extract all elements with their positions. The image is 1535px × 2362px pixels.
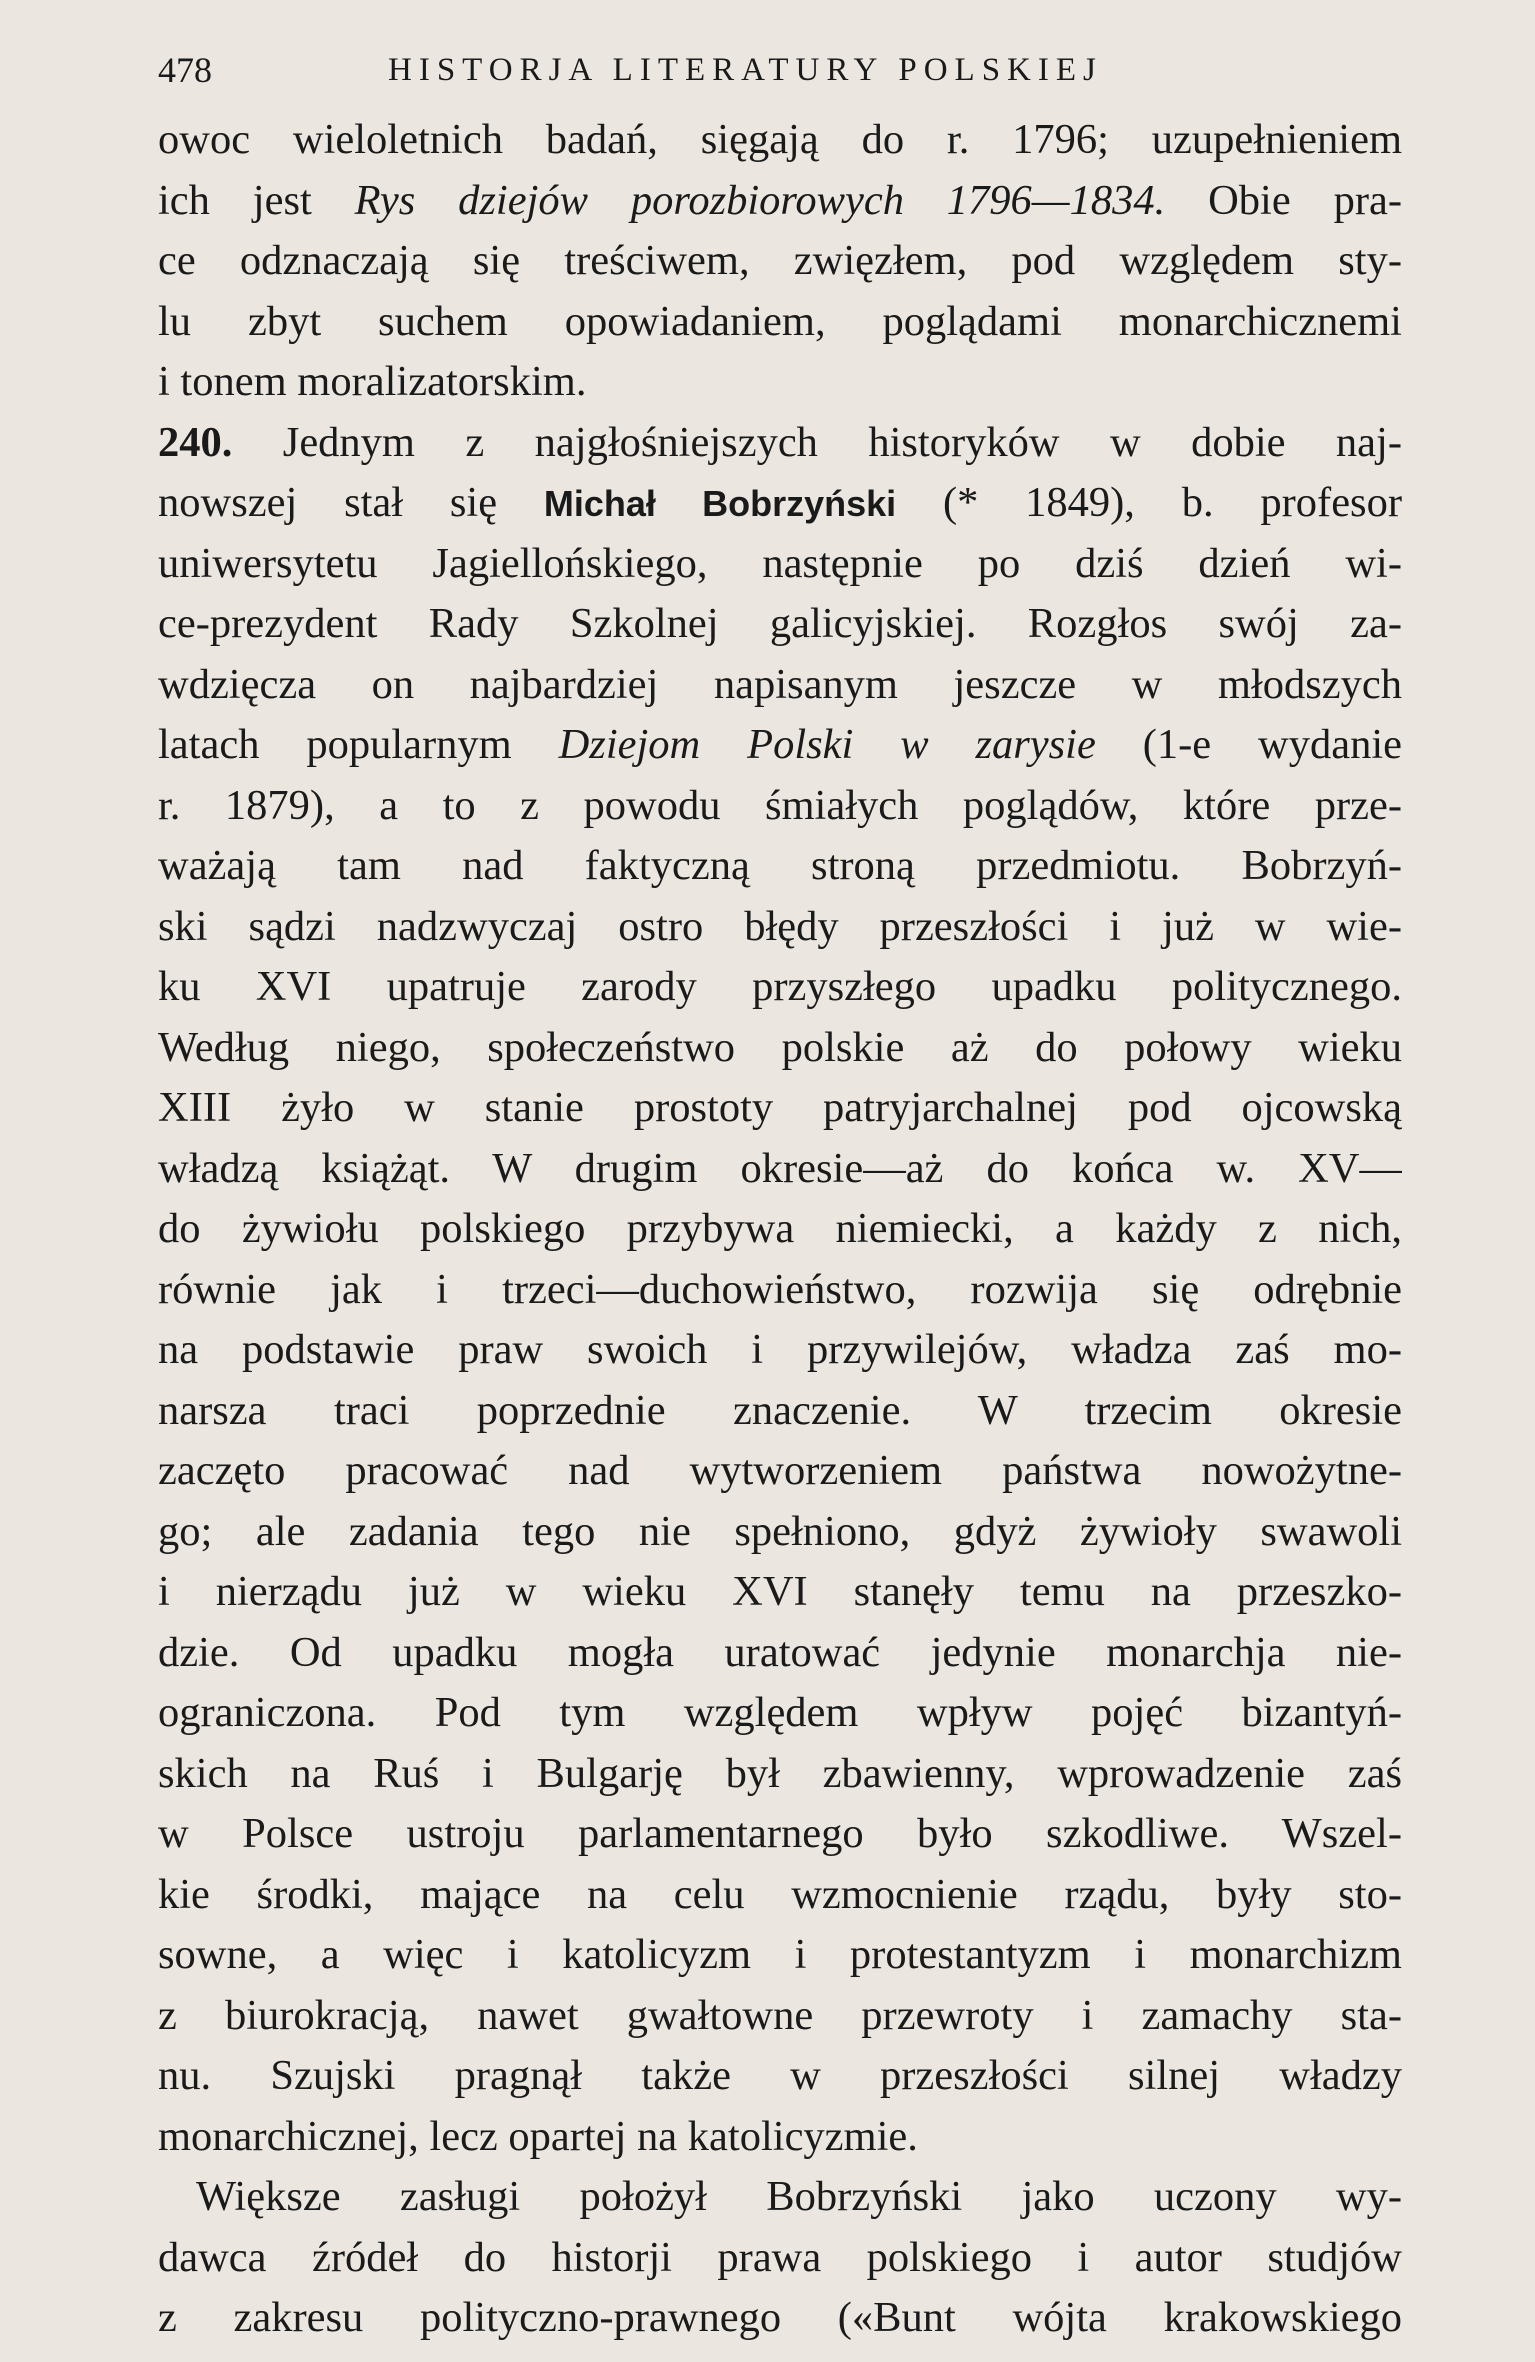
text-line: zaczęto pracować nad wytworzeniem państwa nowożytne-: [158, 1447, 1402, 1494]
text-line: ski sądzi nadzwyczaj ostro błędy przeszłości i już w wie-: [158, 902, 1402, 950]
text-fragment: (* 1849), b. profesor: [896, 479, 1402, 526]
text-line: XIII żyło w stanie prostoty patryjarchalnej pod ojcowską: [158, 1084, 1402, 1131]
text-line: ce odznaczają się treściwem, zwięzłem, pod względem sty-: [158, 237, 1402, 284]
text-line: nu. Szujski pragnął także w przeszłości silnej władzy: [158, 2052, 1402, 2099]
text-line: Większe zasługi położył Bobrzyński jako uczony wy-: [196, 2173, 1402, 2220]
text-line: dzie. Od upadku mogła uratować jedynie monarchja nie-: [158, 1628, 1402, 1676]
text-line: ważają tam nad faktyczną stroną przedmiotu. Bobrzyń-: [158, 842, 1402, 889]
text-line: [158, 715, 1402, 776]
text-line: owoc wieloletnich badań, sięgają do r. 1796; uzupełnieniem: [158, 116, 1402, 163]
text-line: [158, 473, 1402, 534]
text-line: kie środki, mające na celu wzmocnienie rządu, były sto-: [158, 1870, 1402, 1918]
text-line: [158, 171, 1402, 232]
text-line: ce-prezydent Rady Szkolnej galicyjskiej. Rozgłos swój za-: [158, 600, 1402, 647]
text-line: [158, 413, 1402, 474]
text-line: w Polsce ustroju parlamentarnego było szkodliwe. Wszel-: [158, 1810, 1402, 1857]
text-fragment: ich jest: [158, 176, 355, 224]
section-number: 240.: [158, 418, 233, 466]
text-line: równie jak i trzeci—duchowieństwo, rozwija się odrębnie: [158, 1265, 1402, 1313]
text-fragment: nowszej stał się: [158, 479, 544, 526]
running-title: HISTORJA LITERATURY POLSKIEJ: [388, 52, 1103, 88]
page-header: [158, 44, 1398, 96]
text-line: lu zbyt suchem opowiadaniem, poglądami monarchicznemi: [158, 297, 1402, 345]
text-line: do żywiołu polskiego przybywa niemiecki, a każdy z nich,: [158, 1205, 1402, 1252]
text-line: Według niego, społeczeństwo polskie aż do połowy wieku: [158, 1023, 1402, 1071]
text-line: ograniczona. Pod tym względem wpływ pojęć bizantyń-: [158, 1689, 1402, 1736]
person-name: Michał Bobrzyński: [543, 483, 897, 524]
text-line: z biurokracją, nawet gwałtowne przewroty i zamachy sta-: [158, 1991, 1402, 2039]
text-line: dawca źródeł do historji prawa polskiego i autor studjów: [158, 2233, 1402, 2281]
text-fragment: (1-e wydanie: [1095, 721, 1402, 768]
text-line: sowne, a więc i katolicyzm i protestantyzm i monarchizm: [158, 1931, 1402, 1978]
cited-title: Rys dziejów porozbiorowych 1796—1834.: [354, 176, 1166, 224]
page-number: 478: [158, 50, 212, 90]
text-line: ku XVI upatruje zarody przyszłego upadku politycznego.: [158, 963, 1402, 1010]
text-line: i tonem moralizatorskim.: [158, 358, 587, 405]
text-line: i nierządu już w wieku XVI stanęły temu na przeszko-: [158, 1568, 1402, 1615]
text-line: skich na Ruś i Bulgarję był zbawienny, wprowadzenie zaś: [158, 1749, 1402, 1797]
text-line: z zakresu polityczno-prawnego («Bunt wójta krakowskiego: [158, 2294, 1402, 2341]
cited-title: Dziejom Polski w zarysie: [558, 721, 1096, 768]
text-line: r. 1879), a to z powodu śmiałych poglądów, które prze-: [158, 781, 1402, 829]
text-fragment: Jednym z najgłośniejszych historyków w dobie naj-: [232, 418, 1402, 466]
text-line: uniwersytetu Jagiellońskiego, następnie po dziś dzień wi-: [158, 539, 1402, 587]
text-fragment: latach popularnym: [158, 721, 559, 768]
text-line: go; ale zadania tego nie spełniono, gdyż żywioły swawoli: [158, 1507, 1402, 1555]
text-line: władzą książąt. W drugim okresie—aż do końca w. XV—: [158, 1144, 1402, 1192]
text-line: na podstawie praw swoich i przywilejów, władza zaś mo-: [158, 1326, 1402, 1373]
text-line: monarchicznej, lecz opartej na katolicyzmie.: [158, 2112, 918, 2160]
text-line: wdzięcza on najbardziej napisanym jeszcze w młodszych: [158, 660, 1402, 708]
text-line: narsza traci poprzednie znaczenie. W trzecim okresie: [158, 1386, 1402, 1434]
main-text: [158, 110, 1402, 2349]
text-fragment: Obie pra-: [1165, 176, 1402, 224]
